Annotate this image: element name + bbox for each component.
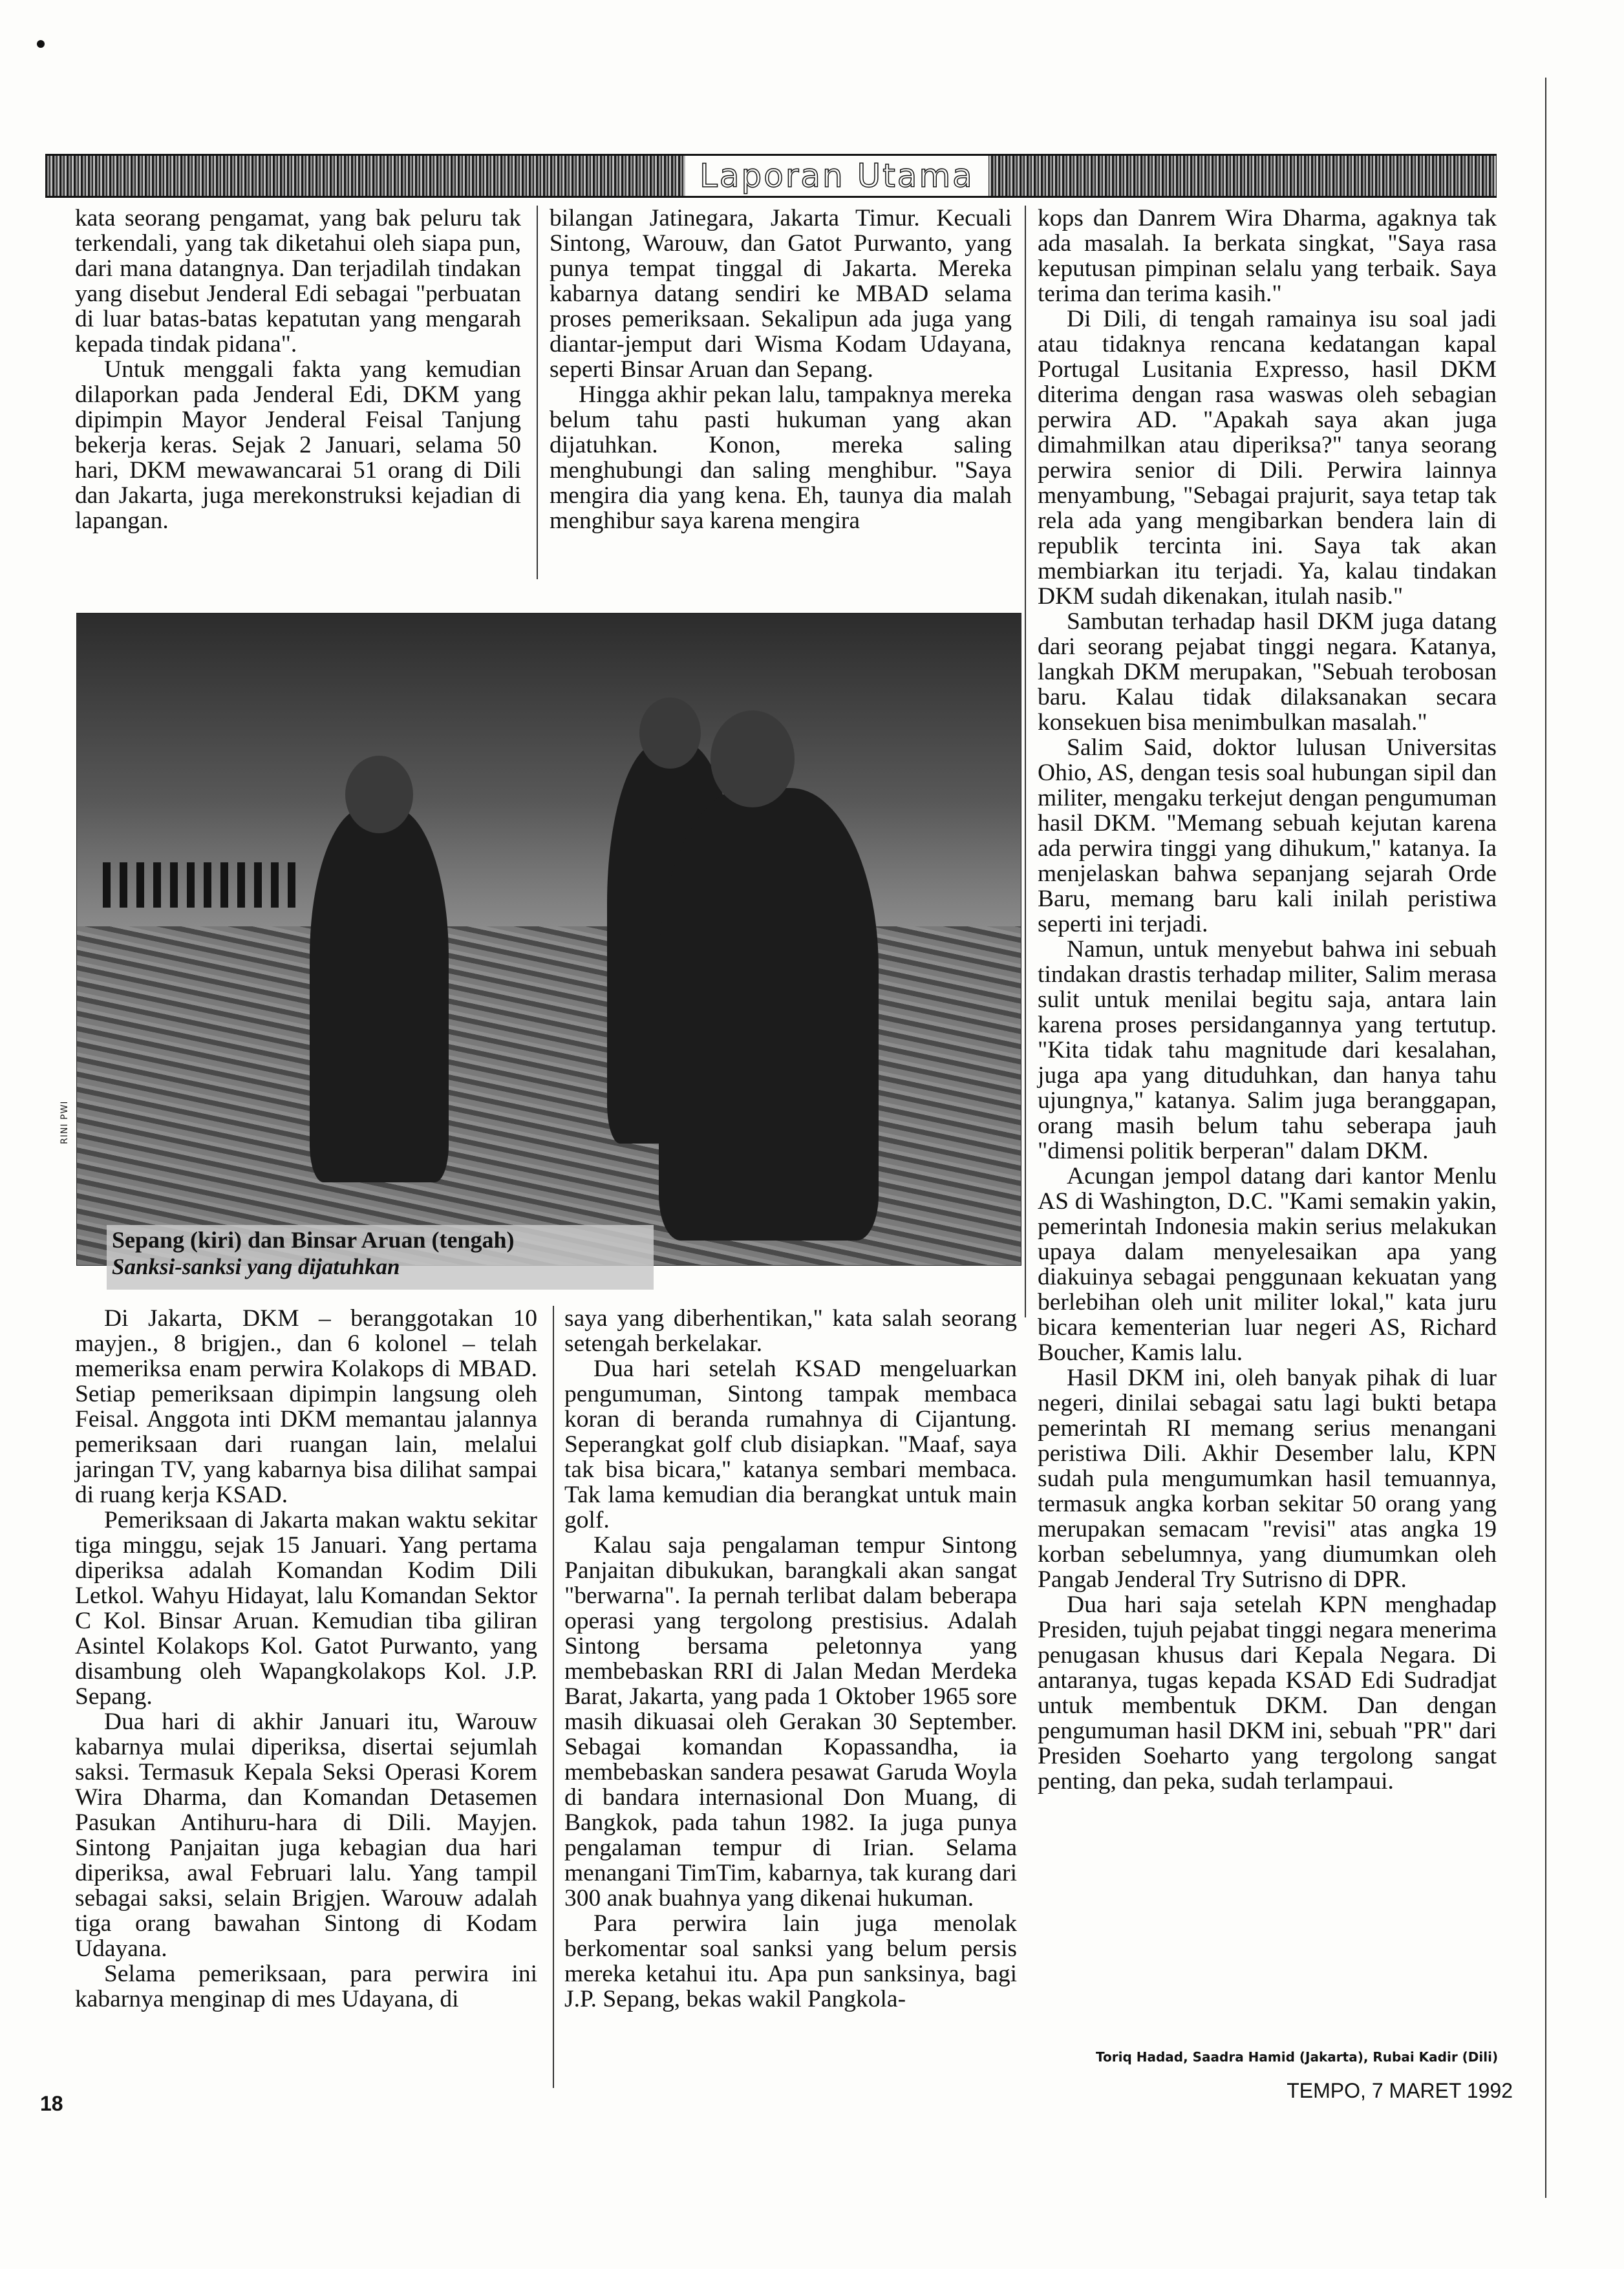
paragraph: Namun, untuk menyebut bahwa ini sebuah tindakan drastis terhadap militer, Salim merasa sulit untuk menilai begitu saja, antara lain karena proses persidangannya yang tertutup. "Kita tidak tahu magnitude dari kesalahan, juga apa yang dituduhkan, dan hanya tahu ujungnya," katanya. Salim juga beranggapan, orang masih belum tahu seberapa jauh "dimensi politik berperan" dalam DKM. — [1038, 936, 1497, 1164]
article-column-1-top — [75, 206, 521, 533]
paragraph: Selama pemeriksaan, para perwira ini kabarnya menginap di mes Udayana, di — [75, 1961, 537, 2012]
bullet-mark — [37, 40, 45, 48]
article-column-2-top — [550, 206, 1012, 533]
column-rule — [553, 1306, 554, 2088]
paragraph: Para perwira lain juga menolak berkomentar soal sanksi yang belum persis mereka ketahui itu. Apa pun sanksinya, bagi J.P. Sepang, bekas wakil Pangkola- — [564, 1910, 1017, 2012]
paragraph: kata seorang pengamat, yang bak peluru tak terkendali, yang tak diketahui oleh siapa pun, dari mana datangnya. Dan terjadilah tindakan yang disebut Jenderal Edi sebagai "perbuatan di luar batas-batas kepatutan yang mengarah kepada tindak pidana". — [75, 205, 521, 357]
publication-date: TEMPO, 7 MARET 1992 — [1287, 2079, 1513, 2102]
photo-officer-back-head — [639, 698, 701, 769]
section-header-bar — [45, 154, 1497, 198]
paragraph: Di Jakarta, DKM – beranggotakan 10 mayjen., 8 brigjen., dan 6 kolonel – telah memeriksa enam perwira Kolakops di MBAD. Setiap pemeriksaan dipimpin langsung oleh Feisal. Anggota inti DKM memantau jalannya pemeriksaan dari ruangan lain, melalui jaringan TV, yang kabarnya bisa dilihat sampai di ruang kerja KSAD. — [75, 1305, 537, 1508]
photo-officer-center — [659, 788, 879, 1241]
paragraph: bilangan Jatinegara, Jakarta Timur. Kecuali Sintong, Warouw, dan Gatot Purwanto, yang punya tempat tinggal di Jakarta. Mereka kabarnya datang sendiri ke MBAD selama proses pemeriksaan. Sekalipun ada juga yang diantar-jemput dari Wisma Kodam Udayana, seperti Binsar Aruan dan Sepang. — [550, 205, 1012, 383]
caption-line-2: Sanksi-sanksi yang dijatuhkan — [112, 1254, 400, 1279]
section-title: Laporan Utama — [685, 156, 988, 196]
article-column-1-bottom — [75, 1306, 537, 2012]
photo-officer-left — [310, 807, 449, 1182]
photo-soldier-line — [103, 862, 297, 908]
photo-caption — [107, 1225, 654, 1290]
page-number: 18 — [40, 2092, 63, 2115]
photo-officer-center-head — [710, 710, 795, 807]
column-rule — [1025, 206, 1026, 1317]
paragraph: Hingga akhir pekan lalu, tampaknya mereka belum tahu pasti hukuman yang akan dijatuhkan. Konon, mereka saling menghubungi dan saling menghibur. "Saya mengira dia yang kena. Eh, taunya dia malah menghibur saya karena mengira — [550, 381, 1012, 534]
paragraph: saya yang diberhentikan," kata salah seorang setengah berkelakar. — [564, 1305, 1017, 1357]
page-right-rule — [1545, 78, 1546, 2198]
paragraph: Kalau saja pengalaman tempur Sintong Panjaitan dibukukan, barangkali akan sangat "berwarna". Ia pernah terlibat dalam beberapa operasi yang tergolong prestisius. Adalah Sintong bersama peletonnya yang membebaskan RRI di Jalan Medan Merdeka Barat, Jakarta, yang pada 1 Oktober 1965 sore masih dikuasai oleh Gerakan 30 September. Sebagai komandan Kopassandha, ia membebaskan sandera pesawat Garuda Woyla di bandara internasional Don Muang, di Bangkok, pada tahun 1982. Ia juga punya pengalaman tempur di Irian. Selama menangani TimTim, kabarnya, tak kurang dari 300 anak buahnya yang dikenai hukuman. — [564, 1532, 1017, 1912]
paragraph: Hasil DKM ini, oleh banyak pihak di luar negeri, dinilai sebagai satu lagi bukti betapa pemerintah RI memang serius menangani peristiwa Dili. Akhir Desember lalu, KPN sudah pula mengumumkan hasil temuannya, termasuk angka korban sekitar 50 orang yang merupakan semacam "revisi" atas angka 19 korban sebelumnya, yang diumumkan oleh Pangab Jenderal Try Sutrisno di DPR. — [1038, 1365, 1497, 1593]
article-column-3 — [1038, 206, 1497, 1794]
paragraph: Di Dili, di tengah ramainya isu soal jadi atau tidaknya rencana kedatangan kapal Portugal Lusitania Expresso, hasil DKM diterima dengan rasa waswas oleh sebagian perwira AD. "Apakah saya akan juga dimahmilkan atau diperiksa?" tanya seorang perwira senior di Dili. Perwira lainnya menyambung, "Sebagai prajurit, saya tetap tak rela ada yang mengibarkan bendera lain di republik tercinta ini. Saya tak akan membiarkan itu terjadi. Ya, kalau tindakan DKM sudah dikenakan, itulah nasib." — [1038, 306, 1497, 610]
caption-line-1: Sepang (kiri) dan Binsar Aruan (tengah) — [112, 1227, 515, 1253]
paragraph: Acungan jempol datang dari kantor Menlu AS di Washington, D.C. "Kami semakin yakin, pemerintah Indonesia makin serius melakukan upaya dalam menyelesaikan apa yang diakuinya sebagai penggunaan kekuatan yang berlebihan oleh unit militer lokal," kata juru bicara kementerian luar negeri AS, Richard Boucher, Kamis lalu. — [1038, 1163, 1497, 1366]
byline: Toriq Hadad, Saadra Hamid (Jakarta), Rubai Kadir (Dili) — [1096, 2049, 1499, 2065]
paragraph: kops dan Danrem Wira Dharma, agaknya tak ada masalah. Ia berkata singkat, "Saya rasa keputusan pimpinan selalu yang terbaik. Saya terima dan terima kasih." — [1038, 205, 1497, 307]
photo-credit: RINI PWI — [59, 1100, 70, 1144]
paragraph: Dua hari di akhir Januari itu, Warouw kabarnya mulai diperiksa, disertai sejumlah saksi. Termasuk Kepala Seksi Operasi Korem Wira Dharma, dan Komandan Detasemen Pasukan Antihuru-hara di Dili. Mayjen. Sintong Panjaitan juga kebagian dua hari diperiksa, awal Februari lalu. Yang tampil sebagai saksi, selain Brigjen. Warouw adalah tiga orang bawahan Sintong di Kodam Udayana. — [75, 1709, 537, 1962]
column-rule — [537, 206, 538, 579]
paragraph: Dua hari setelah KSAD mengeluarkan pengumuman, Sintong tampak membaca koran di beranda rumahnya di Cijantung. Seperangkat golf club disiapkan. "Maaf, saya tak bisa bicara," katanya sembari membaca. Tak lama kemudian dia berangkat untuk main golf. — [564, 1356, 1017, 1533]
paragraph: Dua hari saja setelah KPN menghadap Presiden, tujuh pejabat tinggi negara menerima penugasan khusus dari Kepala Negara. Di antaranya, tugas kepada KSAD Edi Sudradjat untuk membentuk DKM. Dan dengan pengumuman hasil DKM ini, sebuah "PR" dari Presiden Soeharto yang tergolong sangat penting, dan peka, sudah terlampaui. — [1038, 1592, 1497, 1795]
paragraph: Salim Said, doktor lulusan Universitas Ohio, AS, dengan tesis soal hubungan sipil dan militer, mengaku terkejut dengan pengumuman hasil DKM. "Memang sebuah kejutan karena ada perwira tinggi yang dihukum," katanya. Ia menjelaskan bahwa sepanjang sejarah Orde Baru, memang baru kali inilah peristiwa seperti ini terjadi. — [1038, 734, 1497, 937]
paragraph: Untuk menggali fakta yang kemudian dilaporkan pada Jenderal Edi, DKM yang dipimpin Mayor Jenderal Feisal Tanjung bekerja keras. Sejak 2 Januari, selama 50 hari, DKM mewawancarai 51 orang di Dili dan Jakarta, juga merekonstruksi kejadian di lapangan. — [75, 356, 521, 534]
article-column-2-bottom — [564, 1306, 1017, 2012]
paragraph: Sambutan terhadap hasil DKM juga datang dari seorang pejabat tinggi negara. Katanya, langkah DKM merupakan, "Sebuah terobosan baru. Kalau tidak dilaksanakan secara konsekuen bisa menimbulkan masalah." — [1038, 608, 1497, 736]
news-photo — [76, 613, 1021, 1266]
paragraph: Pemeriksaan di Jakarta makan waktu sekitar tiga minggu, sejak 15 Januari. Yang pertama diperiksa adalah Komandan Kodim Dili Letkol. Wahyu Hidayat, lalu Komandan Sektor C Kol. Binsar Aruan. Kemudian tiba giliran Asintel Kolakops Kol. Gatot Purwanto, yang disambung oleh Wapangkolakops Kol. J.P. Sepang. — [75, 1507, 537, 1710]
photo-officer-left-head — [345, 756, 413, 833]
photo-field — [77, 926, 1021, 1265]
